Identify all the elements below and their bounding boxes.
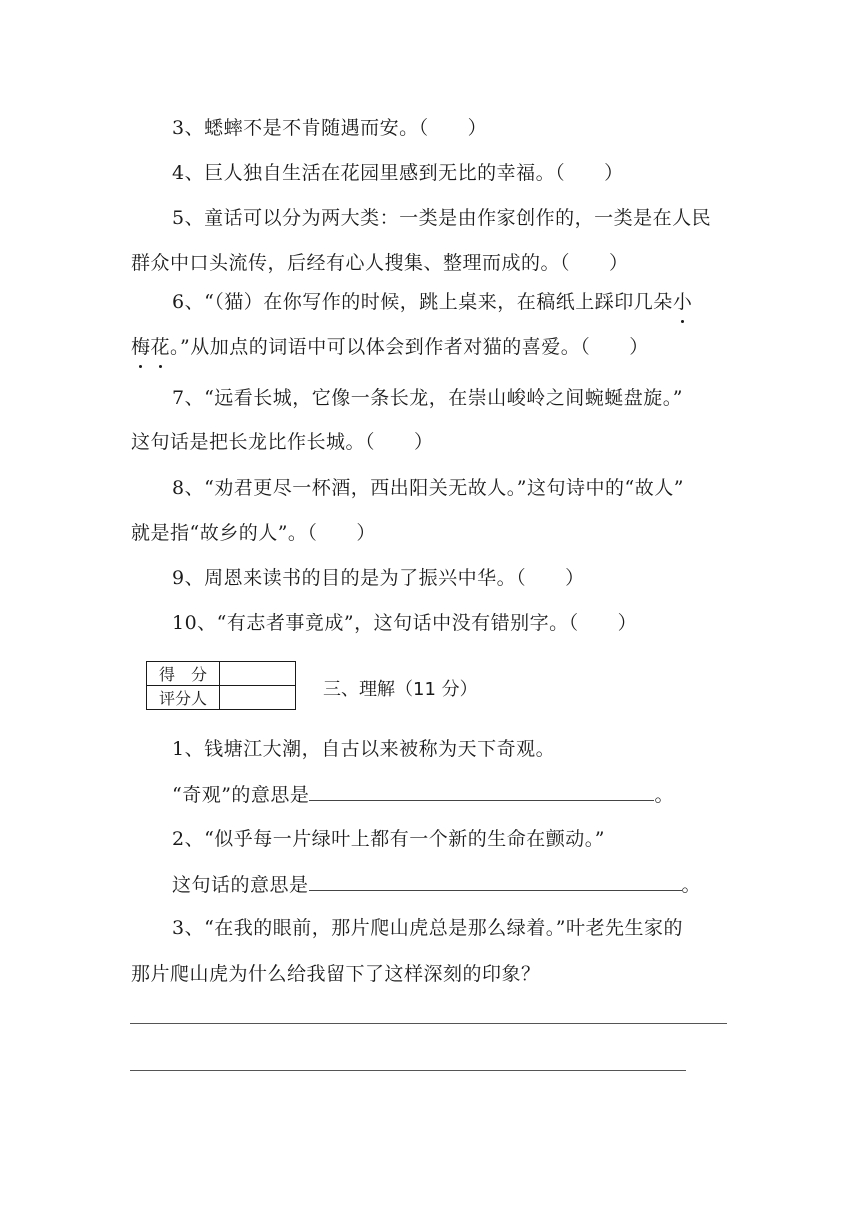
understand-q3-line1: 3、“在我的眼前，那片爬山虎总是那么绿着。”叶老先生家的 xyxy=(172,917,684,939)
dotted-char: 小 xyxy=(672,291,693,313)
judge-q6-text: 。”从加点的词语中可以体会到作者对猫的喜爱。（ ） xyxy=(170,336,649,358)
answer-blank[interactable] xyxy=(309,872,682,891)
prompt-text: “奇观”的意思是 xyxy=(172,784,310,806)
dotted-char: 花 xyxy=(150,336,171,358)
judge-q5-line2: 群众中口头流传，后经有心人搜集、整理而成的。（ ） xyxy=(131,252,629,274)
judge-q8-line1: 8、“劝君更尽一杯酒，西出阳关无故人。”这句诗中的“故人” xyxy=(172,477,684,499)
judge-q6-line1 xyxy=(172,290,692,314)
judge-q4: 4、巨人独自生活在花园里感到无比的幸福。（ ） xyxy=(172,162,624,184)
score-box xyxy=(146,661,296,710)
grader-label: 评分人 xyxy=(147,686,220,710)
judge-q7-line1: 7、“远看长城，它像一条长龙，在崇山峻岭之间蜿蜒盘旋。” xyxy=(172,387,684,409)
score-label: 得 分 xyxy=(147,662,220,686)
answer-line[interactable] xyxy=(130,1023,727,1024)
judge-q3: 3、蟋蟀不是不肯随遇而安。（ ） xyxy=(172,117,488,139)
answer-line[interactable] xyxy=(130,1070,686,1071)
judge-q7-line2: 这句话是把长龙比作长城。（ ） xyxy=(131,431,434,453)
end-mark: 。 xyxy=(681,874,702,896)
judge-q9: 9、周恩来读书的目的是为了振兴中华。（ ） xyxy=(172,567,585,589)
understand-q2-prompt xyxy=(172,872,701,897)
answer-blank[interactable] xyxy=(309,782,654,801)
judge-q6-line2 xyxy=(131,335,649,359)
understand-q1: 1、钱塘江大潮，自古以来被称为天下奇观。 xyxy=(172,738,556,760)
prompt-text: 这句话的意思是 xyxy=(172,874,309,896)
understand-q2: 2、“似乎每一片绿叶上都有一个新的生命在颤动。” xyxy=(172,828,606,850)
dotted-char: 梅 xyxy=(131,336,151,358)
score-value-field[interactable] xyxy=(220,662,296,686)
end-mark: 。 xyxy=(654,784,674,806)
judge-q6-text: 6、“（猫）在你写作的时候，跳上桌来，在稿纸上踩印几朵 xyxy=(172,291,673,313)
judge-q10: 10、“有志者事竟成”，这句话中没有错别字。（ ） xyxy=(172,612,638,634)
judge-q8-line2: 就是指“故乡的人”。（ ） xyxy=(131,522,376,544)
understand-q3-line2: 那片爬山虎为什么给我留下了这样深刻的印象？ xyxy=(131,963,541,985)
judge-q5-line1: 5、童话可以分为两大类：一类是由作家创作的，一类是在人民 xyxy=(172,207,712,229)
understand-q1-prompt xyxy=(172,782,674,807)
grader-value-field[interactable] xyxy=(220,686,296,710)
section-title: 三、理解（11 分） xyxy=(323,679,478,700)
